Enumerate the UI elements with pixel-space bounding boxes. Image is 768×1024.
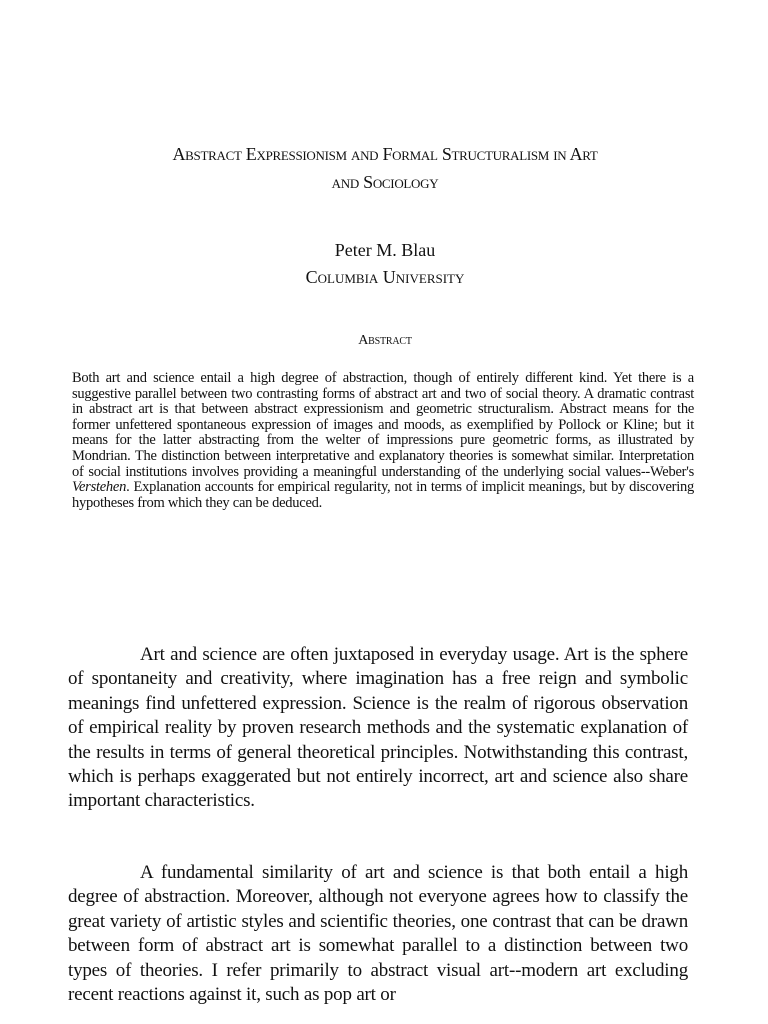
abstract-text-italic: Verstehen (72, 479, 127, 496)
title-line-1: Abstract Expressionism and Formal Structuralism in Art (172, 144, 598, 164)
title-line-2: and Sociology (331, 172, 439, 192)
abstract-heading: Abstract (358, 333, 412, 348)
author-name: Peter M. Blau (334, 240, 436, 260)
body-paragraph-1: Art and science are often juxtaposed in everyday usage. Art is the sphere of spontaneity and creativity, where imagination has a free reign and symbolic meanings find unfettered expression. Science is the realm of rigorous observation of empirical reality by proven research methods and the systematic explanation of the results in terms of general theoretical principles. Notwithstanding this contrast, which is perhaps exaggerated but not entirely incorrect, art and science also share important characteristics. (68, 644, 688, 812)
paper-title (60, 140, 710, 196)
abstract-text-part1: Both art and science entail a high degree of abstraction, though of entirely different kind. Yet there is a suggestive parallel between two contrasting forms of abstract art and two of social theory. A dramatic contrast in abstract art is that between abstract expressionism and geometric structuralism. Abstract means for the former unfettered spontaneous expression of images and moods, as exemplified by Pollock or Kline; but it means for the latter abstracting from the welter of impressions pure geometric forms, as illustrated by Mondrian. The distinction between interpretative and explanatory theories is somewhat similar. Interpretation of social institutions involves providing a meaningful understanding of the underlying social values--Weber's (72, 370, 694, 480)
abstract-text-part2: . Explanation accounts for empirical regularity, not in terms of implicit meanings, but by discovering hypotheses from which they can be deduced. (72, 479, 694, 511)
author-affiliation: Columbia University (305, 267, 465, 287)
author-block (60, 237, 710, 291)
body-paragraph-2: A fundamental similarity of art and science is that both entail a high degree of abstraction. Moreover, although not everyone agrees how to classify the great variety of artistic styles and scientific theories, one contrast that can be drawn between form of abstract art is somewhat parallel to a distinction between two types of theories. I refer primarily to abstract visual art--modern art excluding recent reactions against it, such as pop art or (68, 862, 688, 1006)
abstract-text (72, 371, 694, 511)
